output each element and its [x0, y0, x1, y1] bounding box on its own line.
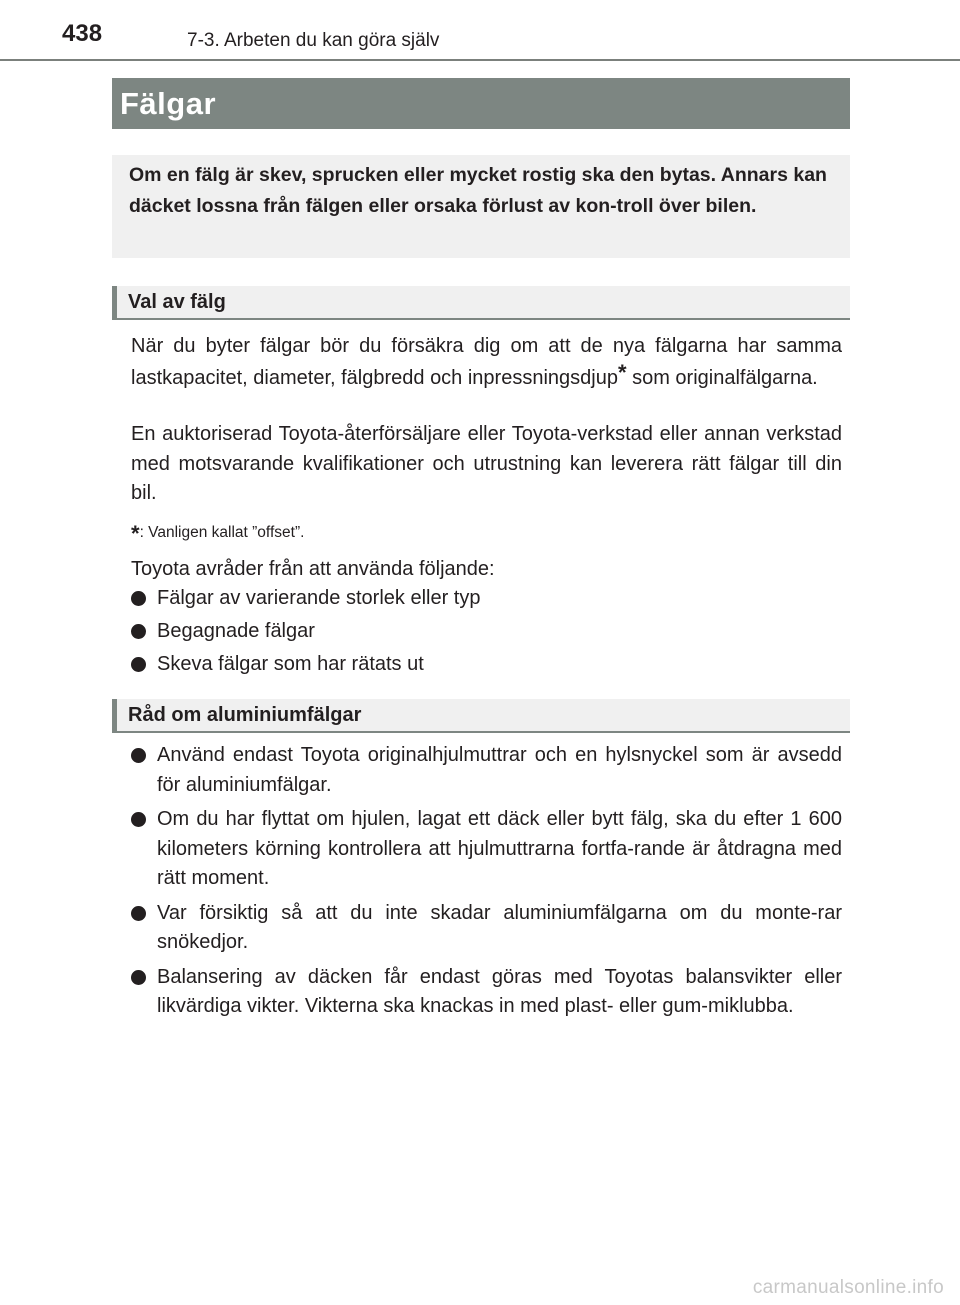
bullet-icon	[131, 812, 146, 827]
paragraph-text: som originalfälgarna.	[626, 366, 818, 389]
section-label: 7-3. Arbeten du kan göra själv	[187, 30, 440, 51]
list-item	[131, 650, 842, 680]
page-title: Fälgar	[120, 86, 217, 121]
paragraph-text: När du byter fälgar bör du försäkra dig om att de nya fälgarna har samma lastkapacitet, diameter, fälgbredd och inpressningsdjup	[131, 335, 842, 389]
list-item-text: Begagnade fälgar	[157, 620, 315, 642]
list-item	[131, 584, 842, 614]
bullet-icon	[131, 748, 146, 763]
paragraph-dealer: En auktoriserad Toyota-återförsäljare eller Toyota-verkstad eller annan verkstad med motsvarande kvalifikationer och utrustning kan leverera rätt fälgar till din bil.	[131, 423, 842, 504]
bullet-icon	[131, 906, 146, 921]
list-item	[131, 899, 842, 958]
footnote-text: : Vanligen kallat ”offset”.	[139, 524, 305, 541]
avoid-list	[131, 584, 842, 680]
subheading-text: Råd om aluminiumfälgar	[128, 704, 362, 726]
list-item	[131, 805, 842, 894]
bullet-icon	[131, 591, 146, 606]
intro-text: Om en fälg är skev, sprucken eller mycket rostig ska den bytas. Annars kan däcket lossna från fälgen eller orsaka förlust av kon-troll över bilen.	[129, 164, 827, 217]
page-number: 438	[62, 20, 103, 47]
subheading-aluminium	[112, 699, 850, 733]
list-item	[131, 741, 842, 800]
list-item-text: Balansering av däcken får endast göras med Toyotas balansvikter eller likvärdiga vikter. Vikterna ska knackas in med plast- eller gum-miklubba.	[157, 965, 842, 1017]
footnote-star: *	[131, 521, 140, 546]
bullet-icon	[131, 970, 146, 985]
list-item-text: Använd endast Toyota originalhjulmuttrar och en hylsnyckel som är avsedd för aluminiumfälgar.	[157, 744, 842, 796]
bullet-icon	[131, 657, 146, 672]
list-item-text: Var försiktig så att du inte skadar aluminiumfälgarna om du monte-rar snökedjor.	[157, 901, 842, 953]
list-item	[131, 963, 842, 1022]
footnote	[131, 517, 305, 546]
aluminium-list	[131, 741, 842, 1022]
bullet-icon	[131, 624, 146, 639]
list-item-text: Om du har flyttat om hjulen, lagat ett däck eller bytt fälg, ska du efter 1 600 kilometers körning kontrollera att hjulmuttrarna fortfa-rande är åtdragna med rätt moment.	[157, 808, 842, 889]
footnote-marker: *	[617, 359, 627, 385]
list-item	[131, 617, 842, 647]
header-divider	[0, 59, 960, 61]
title-bar	[112, 78, 850, 129]
subheading-val-av-falg	[112, 286, 850, 320]
watermark: carmanualsonline.info	[752, 1277, 944, 1298]
list-item-text: Fälgar av varierande storlek eller typ	[157, 587, 481, 609]
intro-box	[112, 155, 850, 258]
advice-intro: Toyota avråder från att använda följande:	[131, 558, 495, 580]
list-item-text: Skeva fälgar som har rätats ut	[157, 653, 424, 675]
page-header	[0, 0, 960, 64]
subheading-text: Val av fälg	[128, 291, 226, 313]
paragraph-size-requirements	[131, 332, 842, 393]
